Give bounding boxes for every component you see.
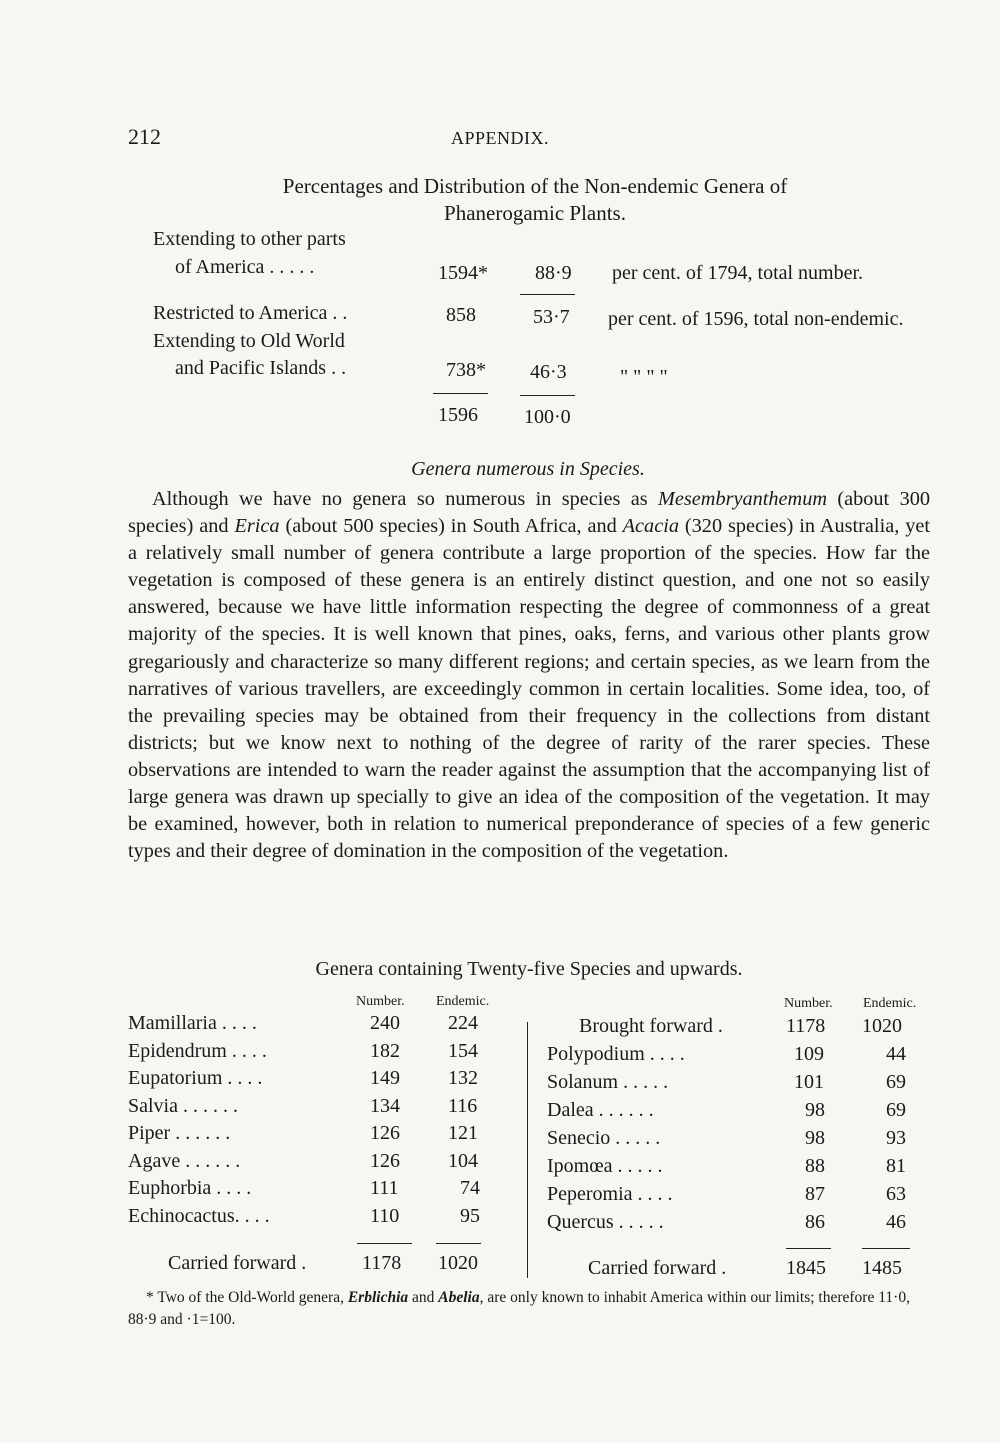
table-row-endemic: 116 — [448, 1095, 478, 1117]
table-row-genus: Peperomia . . . . — [547, 1183, 673, 1205]
table-row-genus: Solanum . . . . . — [547, 1071, 669, 1093]
table-row-genus: Dalea . . . . . . — [547, 1099, 654, 1121]
left-col-endemic-header: Endemic. — [436, 994, 490, 1009]
left-total-rule-number — [357, 1243, 412, 1244]
genus-acacia: Acacia — [622, 515, 679, 538]
right-carried-forward-label: Carried forward . — [588, 1257, 727, 1279]
table-row-genus: Piper . . . . . . — [128, 1122, 231, 1144]
table-row-number: 111 — [370, 1177, 399, 1199]
table-row-genus: Salvia . . . . . . — [128, 1095, 238, 1117]
left-carried-forward-endemic: 1020 — [438, 1252, 478, 1274]
footnote-text-2: and — [408, 1289, 439, 1306]
table1-row1-label-line1: Extending to other parts — [153, 228, 346, 250]
table-row-number: 101 — [794, 1071, 824, 1093]
table-row-genus: Epidendrum . . . . — [128, 1040, 267, 1062]
table-row-number: 126 — [370, 1122, 400, 1144]
left-col-number-header: Number. — [356, 994, 405, 1009]
para-text-2: (about 300 species) and — [128, 488, 930, 538]
right-col-endemic-header: Endemic. — [863, 996, 917, 1011]
left-carried-forward-label: Carried forward . — [168, 1252, 307, 1274]
para-text-4: (320 species) in Australia, yet a relatively small number of genera contribute a large proportion of the species. How far the vegetation is composed of these genera is an entirely distinct question, and one not so easily answered, because we have little information respecting the degree of commonness of a great majority of the species. It is well known that pines, oaks, ferns, and various other plants grow gregariously and characterize so many different regions; and certain species, as we learn from the narratives of various travellers, are exceedingly common in certain localities. Some idea, too, of the prevailing species may be obtained from their frequency in the collections from distant districts; but we know next to nothing of the degree of rarity of the rarer species. These observations are intended to warn the reader against the assumption that the accompanying list of large genera was drawn up specially to give an idea of the composition of the vegetation. It may be examined, however, both in relation to numerical preponderance of species of a few generic types and their degree of domination in the composition of the vegetation. — [128, 515, 930, 863]
footnote — [128, 1287, 938, 1331]
left-carried-forward-number: 1178 — [362, 1252, 402, 1274]
brought-forward-number: 1178 — [786, 1015, 826, 1037]
table2-title: Genera containing Twenty-five Species and upwards. — [315, 958, 743, 980]
table-row-endemic: 93 — [886, 1127, 906, 1149]
table-row-number: 109 — [794, 1043, 824, 1065]
table-row-genus: Quercus . . . . . — [547, 1211, 664, 1233]
table1-row1-label-line2: of America . . . . . — [175, 256, 315, 278]
table1-total-rule-number — [433, 393, 488, 394]
table-row-number: 87 — [805, 1183, 825, 1205]
table1-row3-label-line2: and Pacific Islands . . — [175, 357, 347, 379]
table1-row2-number: 858 — [446, 304, 476, 326]
table-row-number: 86 — [805, 1211, 825, 1233]
para-text-1: Although we have no genera so numerous in species as — [152, 488, 659, 510]
brought-forward-label: Brought forward . — [579, 1015, 723, 1037]
brought-forward-endemic: 1020 — [862, 1015, 902, 1037]
table-row-endemic: 81 — [886, 1155, 906, 1177]
table-row-number: 98 — [805, 1127, 825, 1149]
running-title: APPENDIX. — [450, 128, 549, 148]
table-row-endemic: 224 — [448, 1012, 478, 1034]
table1-total-percent: 100·0 — [524, 406, 571, 428]
table-row-genus: Ipomœa . . . . . — [547, 1155, 663, 1177]
table-row-number: 126 — [370, 1150, 400, 1172]
table1-title-line1: Percentages and Distribution of the Non-endemic Genera of — [282, 174, 788, 198]
table-row-genus: Eupatorium . . . . — [128, 1067, 263, 1089]
table-row-genus: Mamillaria . . . . — [128, 1012, 257, 1034]
section-heading: Genera numerous in Species. — [411, 458, 645, 480]
right-total-rule-number — [786, 1248, 831, 1249]
table-row-number: 240 — [370, 1012, 400, 1034]
table1-row3-label-line1: Extending to Old World — [153, 330, 345, 352]
table1-row3-note: " " " " — [620, 366, 668, 388]
page-number: 212 — [128, 124, 161, 149]
table-row-number: 110 — [370, 1205, 400, 1227]
right-total-rule-endemic — [862, 1248, 910, 1249]
table-row-genus: Echinocactus. . . . — [128, 1205, 270, 1227]
table-row-genus: Agave . . . . . . — [128, 1150, 241, 1172]
table-row-number: 98 — [805, 1099, 825, 1121]
table-row-number: 149 — [370, 1067, 400, 1089]
footnote-text-1: * Two of the Old-World genera, — [146, 1289, 348, 1306]
table1-rule-1 — [520, 294, 575, 295]
para-text-3: (about 500 species) in South Africa, and — [279, 515, 623, 538]
table-row-endemic: 69 — [886, 1099, 906, 1121]
table1-row1-percent: 88·9 — [535, 262, 572, 284]
table-row-number: 88 — [805, 1155, 825, 1177]
table1-title-line2: Phanerogamic Plants. — [444, 201, 626, 225]
left-total-rule-endemic — [436, 1243, 481, 1244]
table1-row2-note: per cent. of 1596, total non-endemic. — [608, 308, 904, 330]
genus-mesembryanthemum: Mesembryanthemum — [658, 488, 827, 510]
column-divider — [527, 1022, 528, 1278]
table-row-endemic: 44 — [886, 1043, 906, 1065]
table1-total-number: 1596 — [438, 404, 478, 426]
right-carried-forward-number: 1845 — [786, 1257, 826, 1279]
table1-row1-number: 1594* — [438, 262, 488, 284]
table-row-endemic: 69 — [886, 1071, 906, 1093]
table-row-endemic: 74 — [460, 1177, 480, 1199]
table-row-genus: Senecio . . . . . — [547, 1127, 661, 1149]
footnote-text-3: , are only known to inhabit America within our limits; therefore 11·0, 88·9 and ·1=100. — [128, 1289, 910, 1328]
genus-abelia: Abelia — [438, 1289, 480, 1306]
table1-row2-percent: 53·7 — [533, 306, 570, 328]
table-row-endemic: 154 — [448, 1040, 478, 1062]
table-row-endemic: 121 — [448, 1122, 478, 1144]
table1-row1-note: per cent. of 1794, total number. — [612, 262, 864, 284]
genus-erblichia: Erblichia — [347, 1289, 409, 1306]
table-row-genus: Euphorbia . . . . — [128, 1177, 252, 1199]
table-row-endemic: 46 — [886, 1211, 906, 1233]
table-row-endemic: 63 — [886, 1183, 906, 1205]
table1-row3-number: 738* — [446, 359, 486, 381]
table-row-genus: Polypodium . . . . — [547, 1043, 685, 1065]
table-row-endemic: 95 — [460, 1205, 480, 1227]
table1-row2-label: Restricted to America . . — [153, 302, 348, 324]
table-row-number: 134 — [370, 1095, 400, 1117]
right-carried-forward-endemic: 1485 — [862, 1257, 902, 1279]
body-paragraph — [128, 486, 930, 865]
table-row-endemic: 132 — [448, 1067, 478, 1089]
table-row-number: 182 — [370, 1040, 400, 1062]
right-col-number-header: Number. — [784, 996, 833, 1011]
table1-total-rule-percent — [520, 395, 575, 396]
table1-row3-percent: 46·3 — [530, 361, 567, 383]
genus-erica: Erica — [234, 515, 280, 538]
table-row-endemic: 104 — [448, 1150, 478, 1172]
